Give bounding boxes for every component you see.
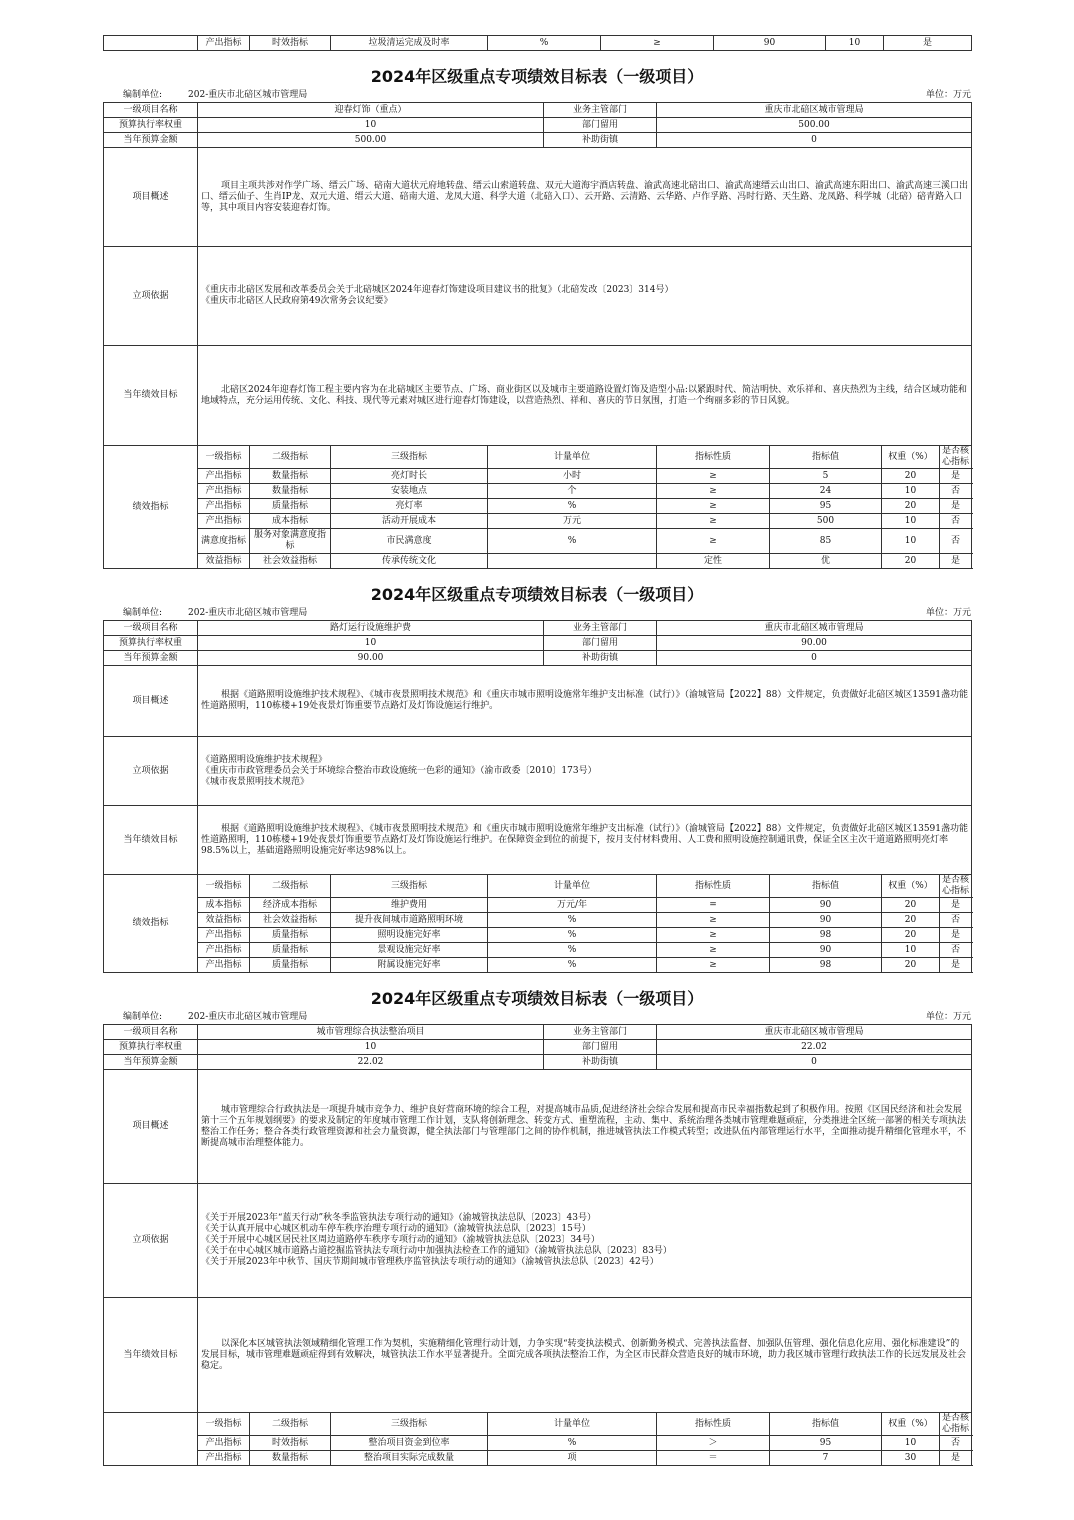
empty-cell xyxy=(104,36,198,51)
indicator-row: 产出指标 时效指标 整治项目资金到位率 % ＞ 95 10 否 xyxy=(104,1436,972,1451)
org-label: 编制单位: xyxy=(123,608,163,618)
value-cell: 重庆市北碚区城市管理局 xyxy=(657,103,972,118)
overview-cell: 根据《道路照明设施维护技术规程》、《城市夜景照明技术规范》和《重庆市城市照明设施常年维护支出标准（试行）》（渝城管局【2022】88）文件规定，负责做好北碚区城区13591盏功能性道路照明，110栋楼+19处夜景灯饰重要节点路灯及灯饰设施运行维护。 xyxy=(198,666,972,737)
label-cell: 当年预算金额 xyxy=(104,133,198,148)
label-cell: 当年绩效目标 xyxy=(104,346,198,446)
table-row: 项目概述 根据《道路照明设施维护技术规程》、《城市夜景照明技术规范》和《重庆市城市照明设施常年维护支出标准（试行）》（渝城管局【2022】88）文件规定，负责做好北碚区城区13591盏功能性道路照明，110栋楼+19处夜景灯饰重要节点路灯及灯饰设施运行维护。 xyxy=(104,666,972,737)
indicator-cell: 产出指标 xyxy=(198,36,250,51)
section-title: 2024年区级重点专项绩效目标表（一级项目） xyxy=(370,989,704,1008)
basis-cell: 《关于开展2023年“蓝天行动”秋冬季监管执法专项行动的通知》（渝城管执法总队〔2023〕43号） 《关于认真开展中心城区机动车停车秩序治理专项行动的通知》（渝城管执法总队〔2023〕15号） 《关于开展中心城区居民社区周边道路停车秩序专项行动的通知》（渝城管执法总队〔2023〕34号） 《关于在中心城区城市道路占道挖掘监管执法专项行动中加强执法检查工作的通知》（渝城管执法总队〔2023〕83号） 《关于开展2023年中秋节、国庆节期间城市管理秩序监管执法专项行动的通知》（渝城管执法总队〔2023〕42号） xyxy=(198,1184,972,1298)
section-1 xyxy=(103,65,971,569)
label-cell: 立项依据 xyxy=(104,247,198,346)
table-row: 绩效指标 一级指标 二级指标 三级指标 计量单位 指标性质 指标值 权重（%） 是否核心指标 xyxy=(104,446,972,469)
table-row: 当年预算金额 90.00 补助街镇 0 xyxy=(104,651,972,666)
indicator-row: 产出指标 数量指标 亮灯时长 小时 ≥ 5 20 是 xyxy=(104,469,972,484)
label-cell: 绩效指标 xyxy=(104,446,198,569)
section-meta xyxy=(103,1011,971,1024)
indicator-row: 成本指标 经济成本指标 维护费用 万元/年 = 90 20 是 xyxy=(104,898,972,913)
indicator-row: 满意度指标 服务对象满意度指标 市民满意度 % ≥ 85 10 否 xyxy=(104,529,972,554)
section-title: 2024年区级重点专项绩效目标表（一级项目） xyxy=(370,67,704,86)
table-row: 一级项目名称 城市管理综合执法整治项目 业务主管部门 重庆市北碚区城市管理局 xyxy=(104,1025,972,1040)
indicator-row: 产出指标 质量指标 亮灯率 % ≥ 95 20 是 xyxy=(104,499,972,514)
org-name: 202-重庆市北碚区城市管理局 xyxy=(188,90,308,100)
indicator-row: 效益指标 社会效益指标 提升夜间城市道路照明环境 % ≥ 90 20 否 xyxy=(104,913,972,928)
indicator-row: 产出指标 成本指标 活动开展成本 万元 ≥ 500 10 否 xyxy=(104,514,972,529)
goal-cell: 根据《道路照明设施维护技术规程》、《城市夜景照明技术规范》和《重庆市城市照明设施常年维护支出标准（试行）》（渝城管局【2022】88）文件规定，负责做好北碚区城区13591盏功能性道路照明，110栋楼+19处夜景灯饰重要节点路灯及灯饰设施运行维护。在保障资金到位的前提下，按月支付材料费用、人工费和照明设施控制通讯费，保证全区主次干道道路照明亮灯率98.5%以上，基础道路照明设施完好率达98%以上。 xyxy=(198,806,972,875)
indicator-cell: 是 xyxy=(884,36,972,51)
table-row xyxy=(104,36,972,51)
overview-cell: 城市管理综合行政执法是一项提升城市竞争力、维护良好营商环境的综合工程，对提高城市品质,促进经济社会综合发展和提高市民幸福指数起到了积极作用。按照《区国民经济和社会发展第十三个五年规划纲要》的要求及制定的年度城市管理工作计划，支队将创新理念、转变方式、重塑流程，主动、集中、系统治理各类城市管理难题顽症，分类推进全区统一部署的相关专项执法整治工作任务；整合各类行政管理资源和社会力量资源，健全执法部门与管理部门之间的协作机制，推进城管执法工作模式转型；改进队伍内部管理运行水平，全面推动提升精细化管理水平，不断提高城市治理整体能力。 xyxy=(198,1070,972,1184)
value-cell: 10 xyxy=(198,118,544,133)
unit-label: 单位：万元 xyxy=(925,90,971,100)
indicator-row: 产出指标 质量指标 照明设施完好率 % ≥ 98 20 是 xyxy=(104,928,972,943)
goal-cell: 以深化本区城管执法领域精细化管理工作为契机，实施精细化管理行动计划，力争实现“转变执法模式、创新勤务模式、完善执法监督、加强队伍管理、强化信息化应用、强化标准建设”的发展目标，城市管理难题顽症得到有效解决，城管执法工作水平显著提升。全面完成各项执法整治工作，为全区市民群众营造良好的城市环境，助力我区城市管理行政执法工作的长远发展及社会稳定。 xyxy=(198,1298,972,1413)
table-row: 一级指标 二级指标 三级指标 计量单位 指标性质 指标值 权重（%） 是否核心指标 xyxy=(104,1413,972,1436)
indicator-row: 产出指标 质量指标 附属设施完好率 % ≥ 98 20 是 xyxy=(104,958,972,973)
table-row: 当年预算金额 22.02 补助街镇 0 xyxy=(104,1055,972,1070)
table-row: 立项依据 《关于开展2023年“蓝天行动”秋冬季监管执法专项行动的通知》（渝城管执法总队〔2023〕43号） 《关于认真开展中心城区机动车停车秩序治理专项行动的通知》（渝城管执法总队〔2023〕15号） 《关于开展中心城区居民社区周边道路停车秩序专项行动的通知》（渝城管执法总队〔2023〕34号） 《关于在中心城区城市道路占道挖掘监管执法专项行动中加强执法检查工作的通知》（渝城管执法总队〔2023〕83号） 《关于开展2023年中秋节、国庆节期间城市管理秩序监管执法专项行动的通知》（渝城管执法总队〔2023〕42号） xyxy=(104,1184,972,1298)
table-row xyxy=(104,346,972,446)
goal-cell: 北碚区2024年迎春灯饰工程主要内容为在北碚城区主要节点、广场、商业街区以及城市主要道路设置灯饰及造型小品:以紧跟时代、简洁明快、欢乐祥和、喜庆热烈为主线，结合区域功能和地域特点，充分运用传统、文化、科技、现代等元素对城区进行迎春灯饰建设，以营造热烈、祥和、喜庆的节日氛围，打造一个绚丽多彩的节日风貌。 xyxy=(198,346,972,446)
label-cell: 补助街镇 xyxy=(544,133,657,148)
table-row xyxy=(104,133,972,148)
org-name: 202-重庆市北碚区城市管理局 xyxy=(188,608,308,618)
table-row: 预算执行率权重 10 部门留用 22.02 xyxy=(104,1040,972,1055)
section-2 xyxy=(103,583,971,973)
document-page xyxy=(103,0,971,1466)
table-row: 绩效指标 一级指标 二级指标 三级指标 计量单位 指标性质 指标值 权重（%） 是否核心指标 xyxy=(104,875,972,898)
table-row xyxy=(104,247,972,346)
table-row: 当年绩效目标 以深化本区城管执法领域精细化管理工作为契机，实施精细化管理行动计划，力争实现“转变执法模式、创新勤务模式、完善执法监督、加强队伍管理、强化信息化应用、强化标准建设”的发展目标，城市管理难题顽症得到有效解决，城管执法工作水平显著提升。全面完成各项执法整治工作，为全区市民群众营造良好的城市环境，助力我区城市管理行政执法工作的长远发展及社会稳定。 xyxy=(104,1298,972,1413)
value-cell: 迎春灯饰（重点） xyxy=(198,103,544,118)
section-3 xyxy=(103,987,971,1466)
basis-cell: 《重庆市北碚区发展和改革委员会关于北碚城区2024年迎春灯饰建设项目建议书的批复》（北碚发改〔2023〕314号） 《重庆市北碚区人民政府第49次常务会议纪要》 xyxy=(198,247,972,346)
top-continuation-table xyxy=(103,35,972,51)
label-cell: 预算执行率权重 xyxy=(104,118,198,133)
basis-cell: 《道路照明设施维护技术规程》 《重庆市市政管理委员会关于环境综合整治市政设施统一色彩的通知》（渝市政委〔2010〕173号） 《城市夜景照明技术规范》 xyxy=(198,737,972,806)
value-cell: 0 xyxy=(657,133,972,148)
table-row xyxy=(104,148,972,247)
indicator-row: 效益指标 社会效益指标 传承传统文化 定性 优 20 是 xyxy=(104,554,972,569)
value-cell: 500.00 xyxy=(657,118,972,133)
performance-table xyxy=(103,102,972,569)
indicator-cell: 10 xyxy=(826,36,884,51)
label-cell: 业务主管部门 xyxy=(544,103,657,118)
indicator-cell: 时效指标 xyxy=(250,36,331,51)
table-row: 项目概述 城市管理综合行政执法是一项提升城市竞争力、维护良好营商环境的综合工程，对提高城市品质,促进经济社会综合发展和提高市民幸福指数起到了积极作用。按照《区国民经济和社会发展第十三个五年规划纲要》的要求及制定的年度城市管理工作计划，支队将创新理念、转变方式、重塑流程，主动、集中、系统治理各类城市管理难题顽症，分类推进全区统一部署的相关专项执法整治工作任务；整合各类行政管理资源和社会力量资源，健全执法部门与管理部门之间的协作机制，推进城管执法工作模式转型；改进队伍内部管理运行水平，全面推动提升精细化管理水平，不断提高城市治理整体能力。 xyxy=(104,1070,972,1184)
table-row: 立项依据 《道路照明设施维护技术规程》 《重庆市市政管理委员会关于环境综合整治市政设施统一色彩的通知》（渝市政委〔2010〕173号） 《城市夜景照明技术规范》 xyxy=(104,737,972,806)
table-row: 当年绩效目标 根据《道路照明设施维护技术规程》、《城市夜景照明技术规范》和《重庆市城市照明设施常年维护支出标准（试行）》（渝城管局【2022】88）文件规定，负责做好北碚区城区13591盏功能性道路照明，110栋楼+19处夜景灯饰重要节点路灯及灯饰设施运行维护。在保障资金到位的前提下，按月支付材料费用、人工费和照明设施控制通讯费，保证全区主次干道道路照明亮灯率98.5%以上，基础道路照明设施完好率达98%以上。 xyxy=(104,806,972,875)
section-meta xyxy=(103,89,971,102)
table-row: 一级项目名称 路灯运行设施维护费 业务主管部门 重庆市北碚区城市管理局 xyxy=(104,621,972,636)
indicator-cell: 垃圾清运完成及时率 xyxy=(331,36,488,51)
table-row: 预算执行率权重 10 部门留用 90.00 xyxy=(104,636,972,651)
org-name: 202-重庆市北碚区城市管理局 xyxy=(188,1012,308,1022)
indicator-row: 产出指标 质量指标 景观设施完好率 % ≥ 90 10 否 xyxy=(104,943,972,958)
indicator-row: 产出指标 数量指标 整治项目实际完成数量 项 ＝ 7 30 是 xyxy=(104,1451,972,1466)
overview-cell: 项目主项共涉对作学广场、缙云广场、碚南大道状元府地转盘、缙云山索道转盘、双元大道海宇酒店转盘、渝武高速北碚出口、渝武高速缙云山出口、渝武高速东阳出口、渝武高速三溪口出口、缙云仙子、生肖IP龙、双元大道、缙云大道、碚南大道、龙凤大道、科学大道（北碚入口）、云开路、云清路、云华路、卢作孚路、冯时行路、天生路、龙凤路、科学城（北碚）碚青路入口等，其中项目内容安装迎春灯饰。 xyxy=(198,148,972,247)
table-row xyxy=(104,103,972,118)
indicator-cell: % xyxy=(488,36,601,51)
unit-label: 单位：万元 xyxy=(925,608,971,618)
label-cell: 一级项目名称 xyxy=(104,103,198,118)
org-label: 编制单位: xyxy=(123,90,163,100)
section-title: 2024年区级重点专项绩效目标表（一级项目） xyxy=(370,585,704,604)
unit-label: 单位：万元 xyxy=(925,1012,971,1022)
label-cell: 项目概述 xyxy=(104,148,198,247)
performance-table xyxy=(103,1024,972,1466)
section-meta xyxy=(103,607,971,620)
performance-table xyxy=(103,620,972,973)
org-label: 编制单位: xyxy=(123,1012,163,1022)
table-row xyxy=(104,118,972,133)
indicator-cell: 90 xyxy=(714,36,826,51)
value-cell: 500.00 xyxy=(198,133,544,148)
label-cell: 部门留用 xyxy=(544,118,657,133)
indicator-row: 产出指标 数量指标 安装地点 个 ≥ 24 10 否 xyxy=(104,484,972,499)
indicator-cell: ≥ xyxy=(601,36,714,51)
